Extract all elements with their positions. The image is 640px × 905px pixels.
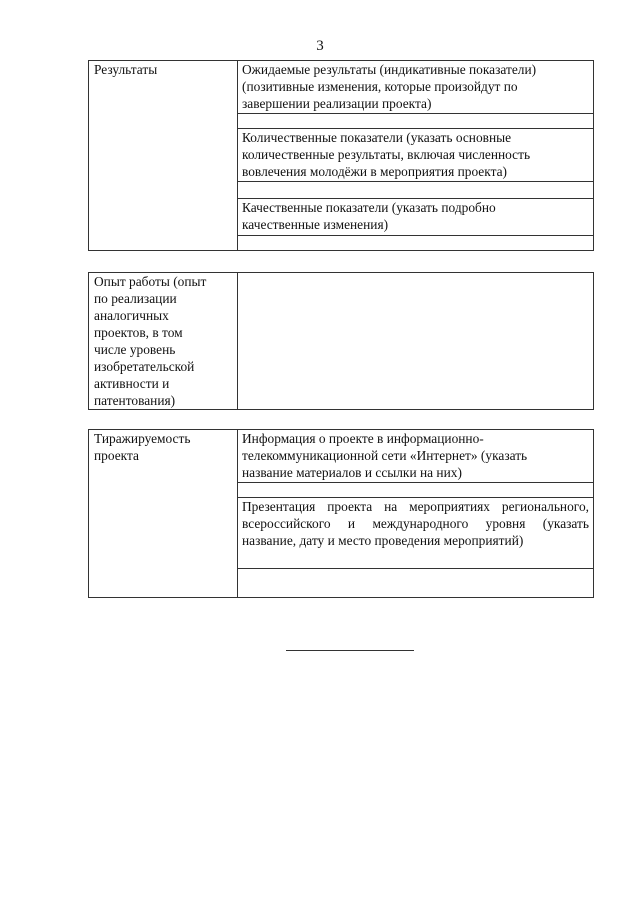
experience-label-line: по реализации bbox=[94, 291, 177, 306]
expected-results-line: (позитивные изменения, которые произойдут по bbox=[242, 79, 518, 94]
experience-label-line: активности и bbox=[94, 376, 170, 391]
expected-results-input[interactable] bbox=[238, 114, 594, 129]
replicability-label-line: проекта bbox=[94, 448, 139, 463]
internet-info-input[interactable] bbox=[238, 483, 594, 498]
results-table bbox=[88, 60, 594, 251]
experience-label-line: аналогичных bbox=[94, 308, 169, 323]
experience-label-line: Опыт работы (опыт bbox=[94, 274, 207, 289]
page-number: 3 bbox=[316, 38, 324, 54]
end-separator-line bbox=[286, 650, 414, 651]
experience-label-line: числе уровень bbox=[94, 342, 176, 357]
experience-label-line: патентования) bbox=[94, 393, 176, 408]
quantitative-indicators-input[interactable] bbox=[238, 182, 594, 199]
experience-label-line: изобретательской bbox=[94, 359, 195, 374]
quantitative-indicators-line: Количественные показатели (указать основные bbox=[242, 130, 512, 145]
expected-results-line: завершении реализации проекта) bbox=[242, 96, 432, 111]
qualitative-indicators-line: качественные изменения) bbox=[242, 217, 389, 232]
experience-label-line: проектов, в том bbox=[94, 325, 183, 340]
internet-info-line: телекоммуникационной сети «Интернет» (указать bbox=[242, 448, 528, 463]
internet-info-line: Информация о проекте в информационно- bbox=[242, 431, 484, 446]
qualitative-indicators-cell bbox=[238, 199, 594, 236]
replicability-table bbox=[88, 429, 594, 598]
presentation-cell: Презентация проекта на мероприятиях регионального, всероссийского и международного уровня (указать название, дату и место проведения мероприятий) bbox=[238, 498, 594, 569]
qualitative-indicators-input[interactable] bbox=[238, 236, 594, 251]
quantitative-indicators-line: количественные результаты, включая численность bbox=[242, 147, 531, 162]
results-label: Результаты bbox=[89, 61, 238, 251]
experience-table bbox=[88, 272, 594, 410]
experience-input[interactable] bbox=[238, 273, 594, 410]
internet-info-cell bbox=[238, 430, 594, 483]
quantitative-indicators-line: вовлечения молодёжи в мероприятия проекта) bbox=[242, 164, 507, 179]
internet-info-line: название материалов и ссылки на них) bbox=[242, 465, 462, 480]
expected-results-cell bbox=[238, 61, 594, 114]
replicability-label-line: Тиражируемость bbox=[94, 431, 191, 446]
replicability-label bbox=[89, 430, 238, 598]
quantitative-indicators-cell bbox=[238, 129, 594, 182]
expected-results-line: Ожидаемые результаты (индикативные показатели) bbox=[242, 62, 537, 77]
qualitative-indicators-line: Качественные показатели (указать подробно bbox=[242, 200, 496, 215]
experience-label bbox=[89, 273, 238, 410]
presentation-input[interactable] bbox=[238, 569, 594, 598]
